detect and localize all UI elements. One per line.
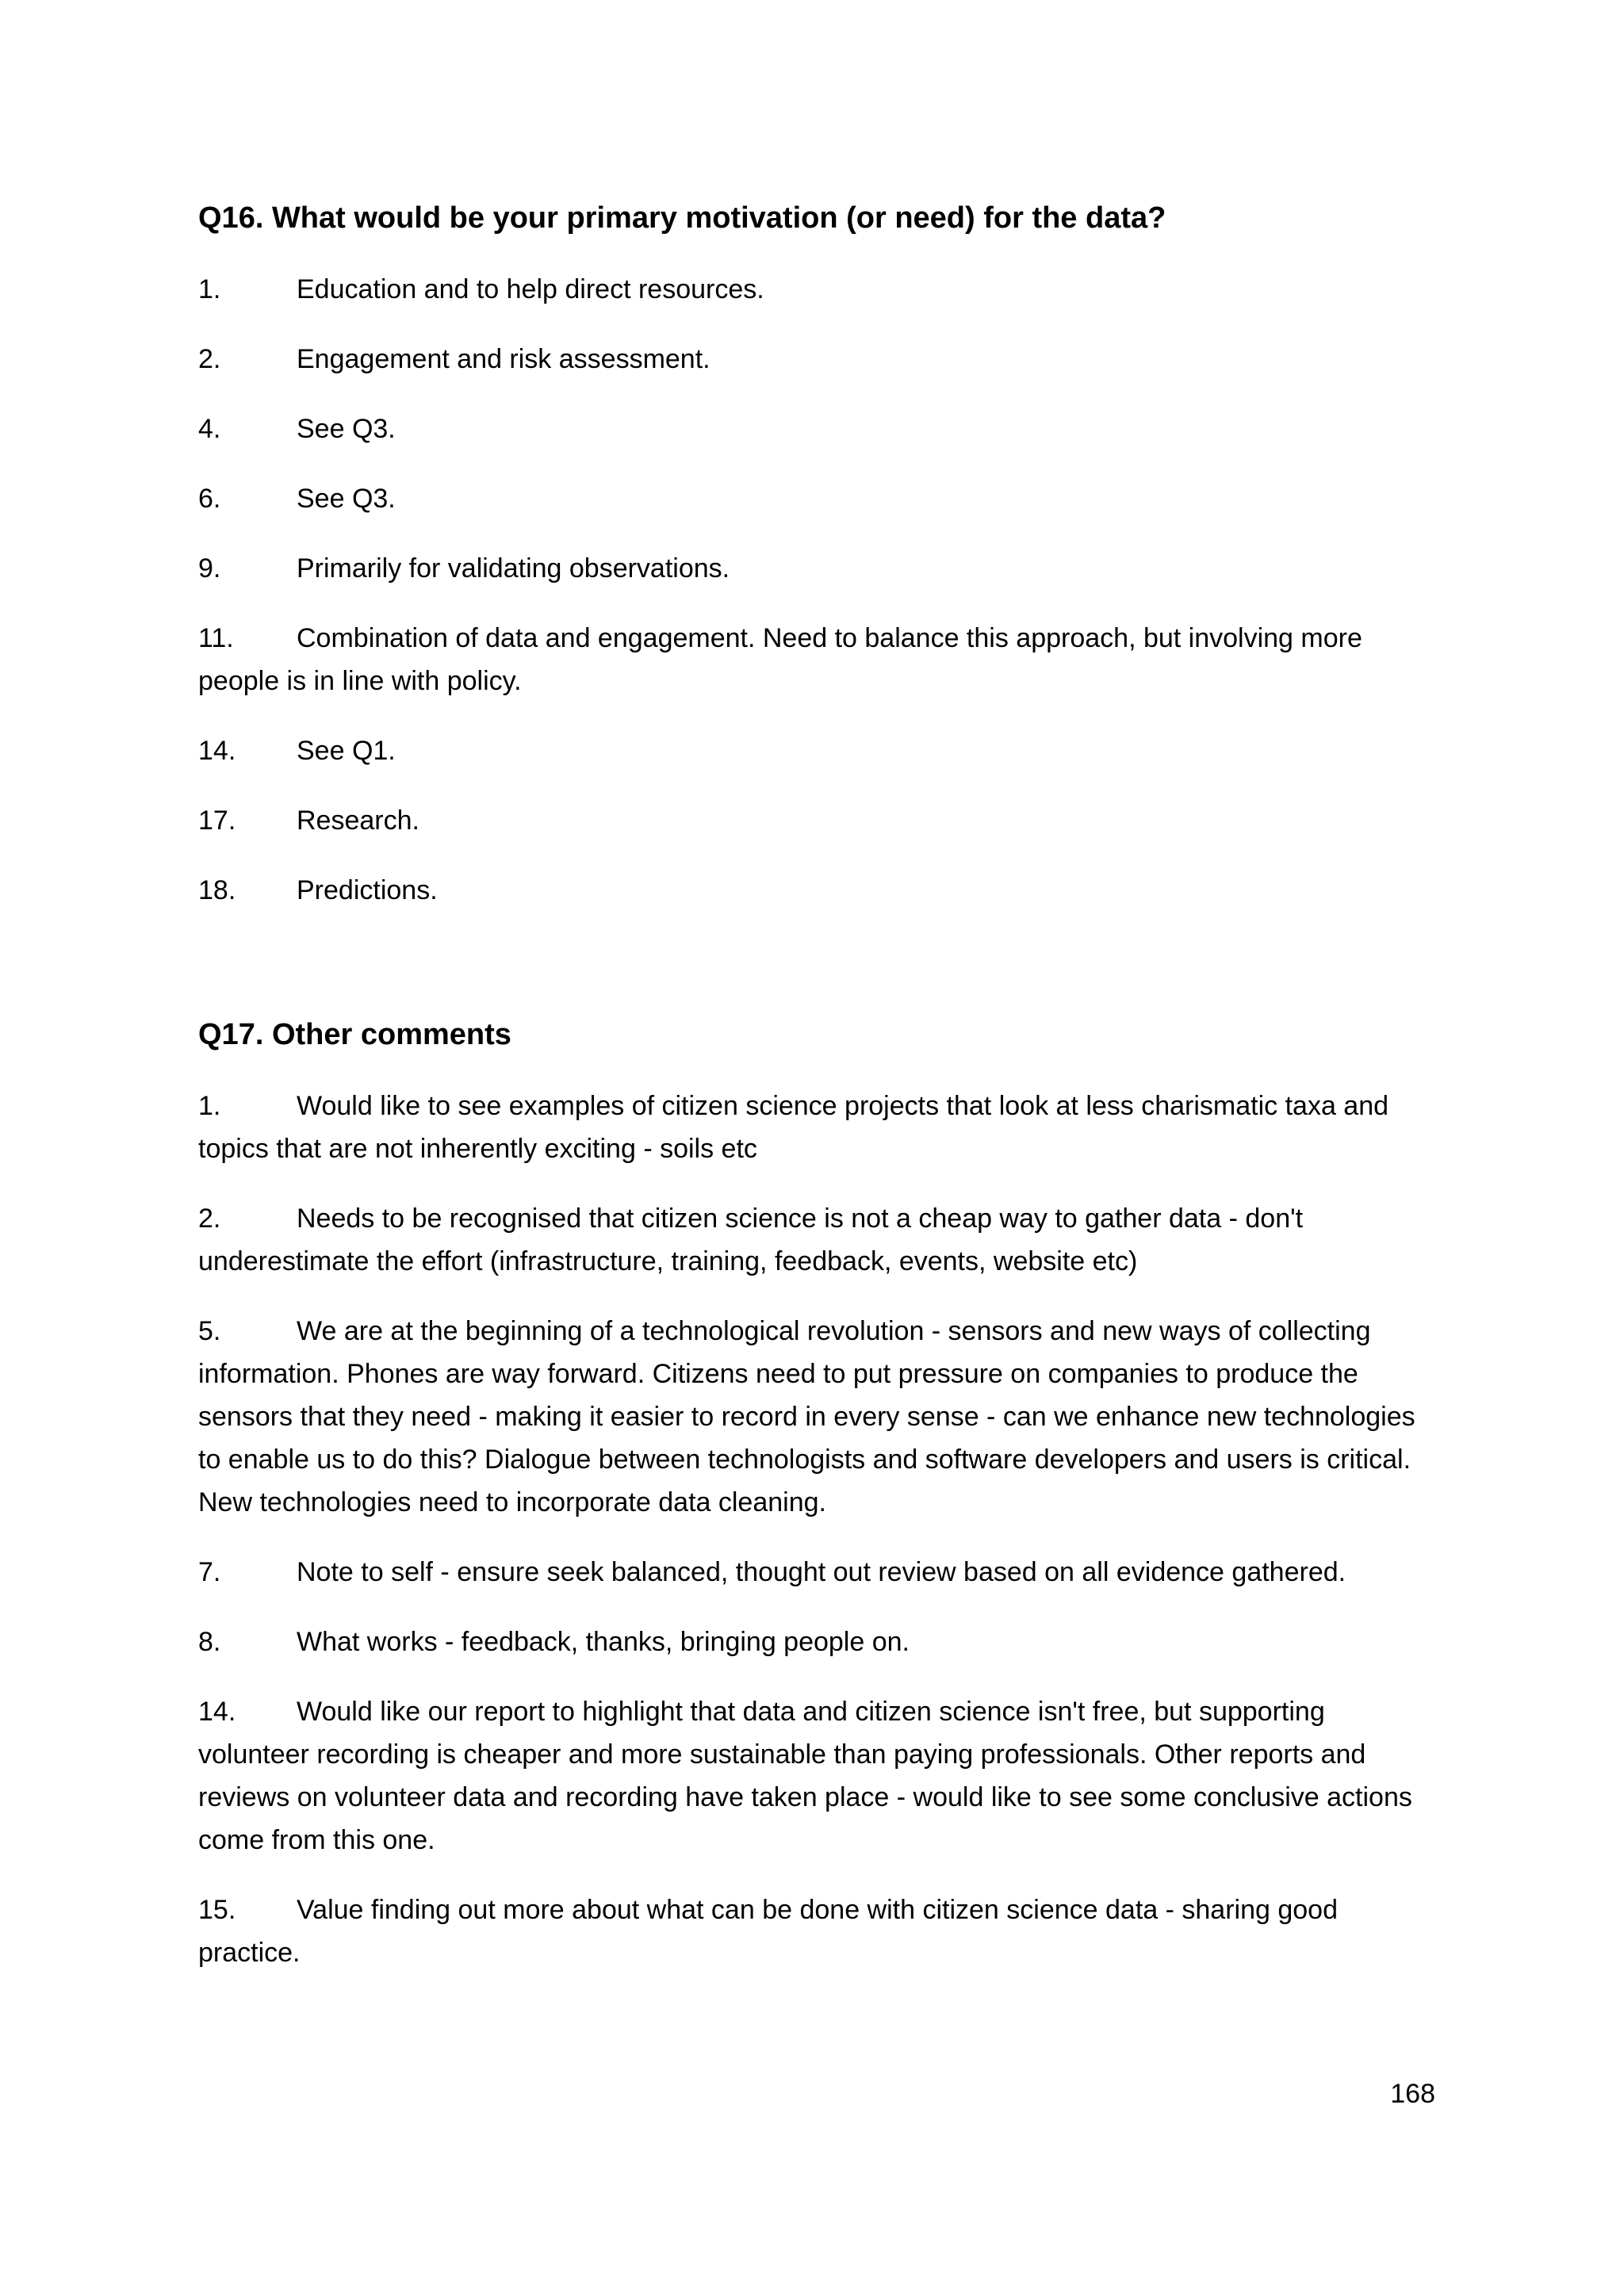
respondent-number: 4.: [198, 414, 221, 444]
response-item: [198, 1551, 1435, 1594]
respondent-number: 18.: [198, 875, 236, 905]
section-q17: [198, 1013, 1435, 2001]
response-item: [198, 338, 1435, 381]
response-text: See Q3.: [297, 414, 396, 444]
response-text: Engagement and risk assessment.: [297, 344, 710, 374]
response-list: [198, 1085, 1435, 1974]
response-item: [198, 799, 1435, 842]
response-item: [198, 1085, 1435, 1170]
response-text: Would like our report to highlight that data and citizen science isn't free, but supporting volunteer recording is cheaper and more sustainable than paying professionals. Other reports and reviews on volunteer data and recording have taken place - would like to see some conclusive actions come from this one.: [198, 1697, 1412, 1855]
response-text: Education and to help direct resources.: [297, 274, 764, 304]
respondent-number: 8.: [198, 1627, 221, 1657]
response-text: Note to self - ensure seek balanced, thought out review based on all evidence gathered.: [297, 1557, 1346, 1587]
response-text: We are at the beginning of a technological revolution - sensors and new ways of collecting information. Phones are way forward. Citizens need to put pressure on companies to produce the sensors that they need - making it easier to record in every sense - can we enhance new technologies to enable us to do this? Dialogue between technologists and software developers and users is critical. New technologies need to incorporate data cleaning.: [198, 1316, 1415, 1517]
response-text: What works - feedback, thanks, bringing people on.: [297, 1627, 910, 1657]
response-text: Research.: [297, 806, 419, 836]
response-item: [198, 547, 1435, 590]
response-text: Value finding out more about what can be done with citizen science data - sharing good practice.: [198, 1895, 1338, 1968]
respondent-number: 5.: [198, 1316, 221, 1346]
response-text: Combination of data and engagement. Need to balance this approach, but involving more people is in line with policy.: [198, 623, 1362, 696]
respondent-number: 15.: [198, 1895, 236, 1925]
response-text: Primarily for validating observations.: [297, 553, 730, 584]
respondent-number: 17.: [198, 806, 236, 836]
response-text: Predictions.: [297, 875, 438, 905]
section-heading: Q17. Other comments: [198, 1018, 511, 1051]
response-text: See Q3.: [297, 484, 396, 514]
response-item: [198, 1197, 1435, 1283]
response-item: [198, 729, 1435, 772]
respondent-number: 1.: [198, 1091, 221, 1121]
section-heading: Q16. What would be your primary motivation (or need) for the data?: [198, 201, 1166, 235]
response-item: [198, 1888, 1435, 1974]
respondent-number: 9.: [198, 553, 221, 584]
response-item: [198, 1621, 1435, 1663]
response-item: [198, 617, 1435, 702]
page-number: 168: [1390, 2079, 1435, 2109]
response-item: [198, 477, 1435, 520]
section-q16: [198, 197, 1435, 939]
respondent-number: 11.: [198, 623, 234, 653]
response-item: [198, 1690, 1435, 1862]
respondent-number: 2.: [198, 1203, 221, 1234]
respondent-number: 1.: [198, 274, 221, 304]
response-item: [198, 1310, 1435, 1524]
respondent-number: 14.: [198, 1697, 236, 1727]
respondent-number: 6.: [198, 484, 221, 514]
response-text: Would like to see examples of citizen science projects that look at less charismatic taxa and topics that are not inherently exciting - soils etc: [198, 1091, 1389, 1164]
response-list: [198, 268, 1435, 912]
respondent-number: 2.: [198, 344, 221, 374]
response-text: See Q1.: [297, 736, 396, 766]
response-item: [198, 268, 1435, 311]
respondent-number: 14.: [198, 736, 236, 766]
response-text: Needs to be recognised that citizen science is not a cheap way to gather data - don't underestimate the effort (infrastructure, training, feedback, events, website etc): [198, 1203, 1304, 1276]
respondent-number: 7.: [198, 1557, 221, 1587]
response-item: [198, 869, 1435, 912]
response-item: [198, 408, 1435, 450]
